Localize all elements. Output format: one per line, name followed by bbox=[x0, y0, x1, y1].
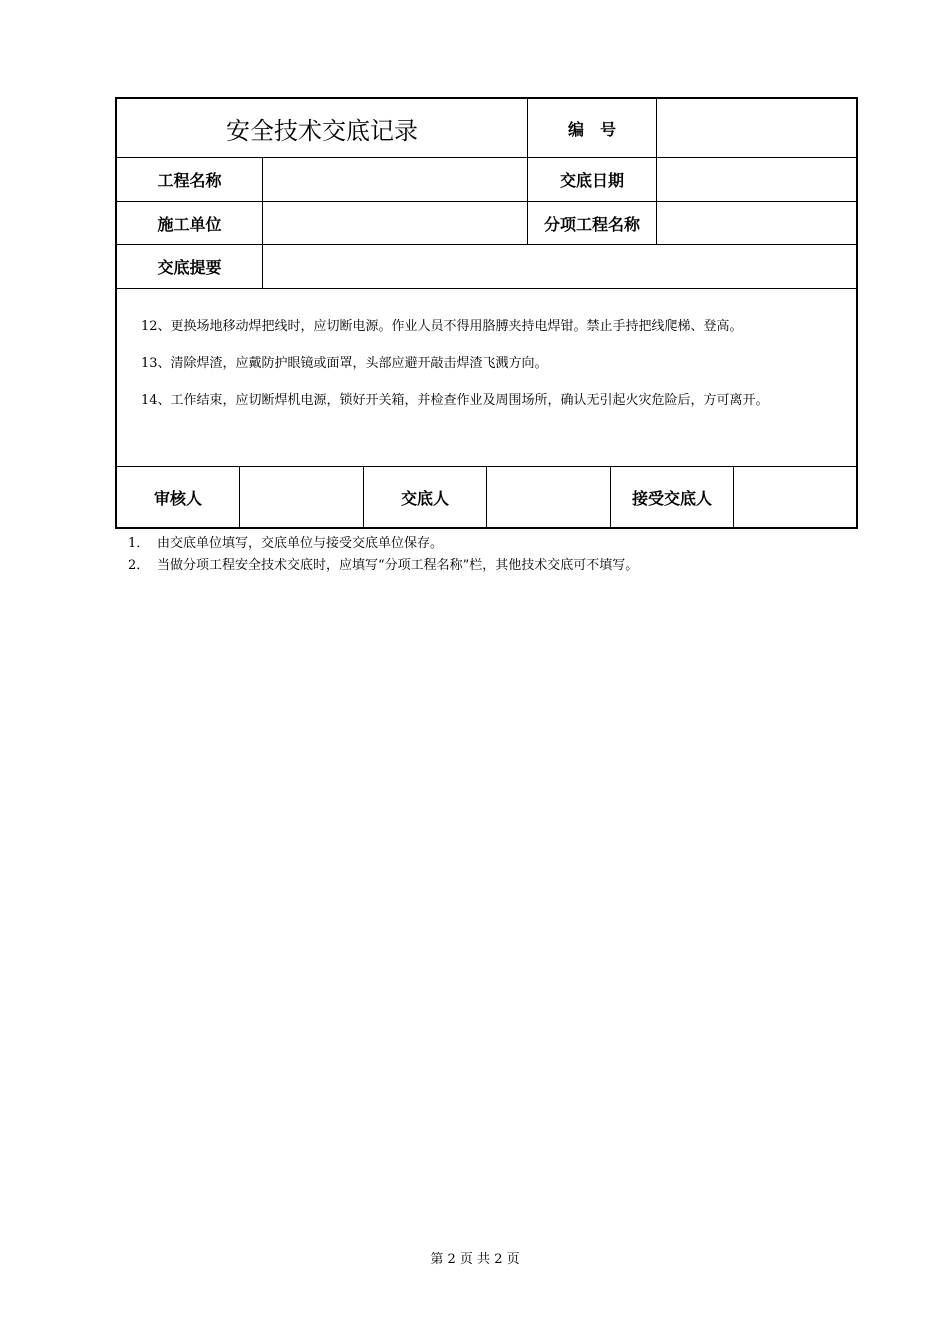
construction-unit-field[interactable] bbox=[263, 202, 527, 244]
form-title: 安全技术交底记录 bbox=[226, 116, 418, 145]
summary-label: 交底提要 bbox=[157, 258, 222, 277]
form-notes bbox=[128, 533, 638, 577]
reviewer-field[interactable] bbox=[240, 467, 363, 527]
note-item bbox=[128, 533, 638, 555]
date-label: 交底日期 bbox=[559, 171, 624, 190]
presenter-field[interactable] bbox=[487, 467, 610, 527]
content-line: 14、工作结束，应切断焊机电源，锁好开关箱，并检查作业及周围场所，确认无引起火灾危险后，方可离开。 bbox=[141, 393, 769, 408]
number-label: 编 号 bbox=[567, 119, 616, 139]
construction-unit-label: 施工单位 bbox=[157, 214, 222, 234]
receiver-label: 接受交底人 bbox=[631, 488, 712, 508]
page-footer: 第 2 页 共 2 页 bbox=[430, 1252, 520, 1267]
project-name-label: 工程名称 bbox=[157, 171, 222, 190]
note-item bbox=[128, 555, 638, 577]
subproject-label: 分项工程名称 bbox=[543, 214, 640, 234]
date-field[interactable] bbox=[657, 158, 856, 201]
safety-briefing-form bbox=[115, 97, 858, 529]
content-line: 13、清除焊渣，应戴防护眼镜或面罩，头部应避开敲击焊渣飞溅方向。 bbox=[141, 356, 548, 371]
reviewer-label: 审核人 bbox=[153, 488, 202, 508]
note-text: 当做分项工程安全技术交底时，应填写“分项工程名称”栏，其他技术交底可不填写。 bbox=[157, 558, 639, 573]
note-text: 由交底单位填写，交底单位与接受交底单位保存。 bbox=[157, 536, 444, 551]
receiver-field[interactable] bbox=[734, 467, 856, 527]
summary-field[interactable] bbox=[263, 245, 856, 288]
presenter-label: 交底人 bbox=[400, 488, 449, 508]
note-number: 1． bbox=[128, 536, 150, 551]
row-divider bbox=[117, 288, 856, 289]
number-field[interactable] bbox=[657, 99, 856, 157]
subproject-field[interactable] bbox=[657, 202, 856, 244]
project-name-field[interactable] bbox=[263, 158, 527, 201]
content-line: 12、更换场地移动焊把线时，应切断电源。作业人员不得用胳膊夹持电焊钳。禁止手持把线爬梯、登高。 bbox=[141, 319, 743, 334]
note-number: 2． bbox=[128, 558, 150, 573]
